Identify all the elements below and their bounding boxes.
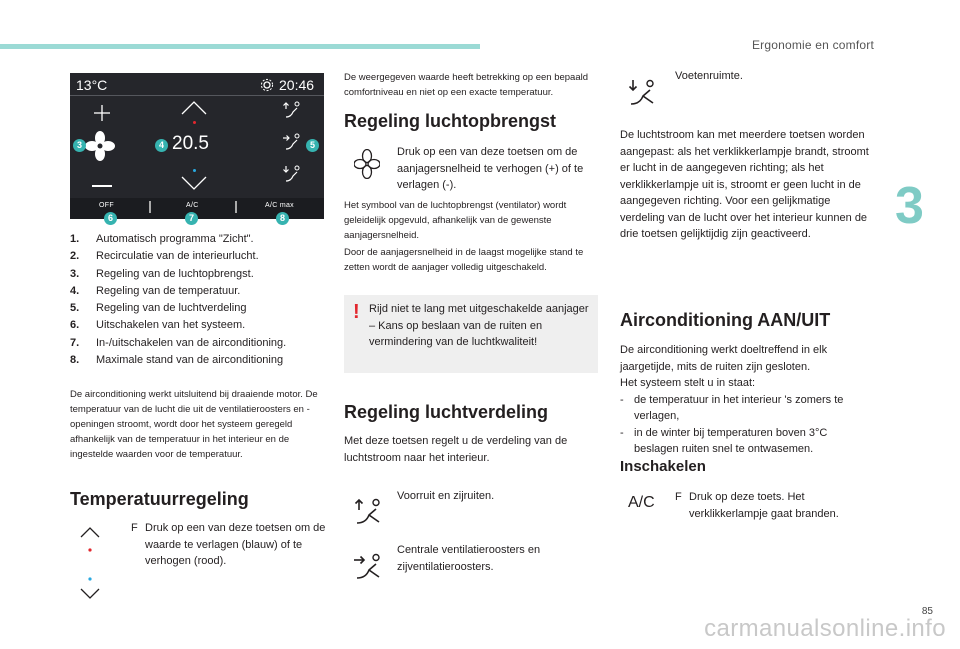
temperature-instruction: F Druk op een van deze toetsen om de waarde te verlagen (blauw) of te verhogen (rood). (131, 522, 326, 567)
distribution-item-face: Centrale ventilatieroosters en zijventilatieroosters. (397, 544, 541, 573)
temperature-red-dot (193, 121, 196, 124)
header-accent-bar (0, 44, 480, 49)
set-temperature: 20.5 (172, 133, 209, 154)
fan-decrease-icon (92, 185, 112, 187)
distribution-heading: Regeling luchtverdeling (344, 402, 549, 422)
list-item: 7. In-/uitschakelen van de airconditioning. (70, 336, 287, 349)
distribution-text: Met deze toetsen regelt u de verdeling van de luchtstroom naar het interieur. (344, 435, 568, 464)
face-airflow-icon (282, 133, 302, 151)
ac-max-button: A/C max (265, 202, 294, 209)
airflow-note-1: Het symbool van de luchtopbrengst (ventilator) wordt geleidelijk opgevuld, afhankelijk van de gewenste aanjagersnelheid. (344, 200, 567, 241)
face-airflow-icon (353, 553, 383, 581)
list-item: 5. Regeling van de luchtverdeling (70, 302, 247, 315)
fan-outline-icon (354, 149, 380, 179)
distribution-combination-text: De luchtstroom kan met meerdere toetsen worden aangepast: als het verklikkerlampje brandt, stroomt er lucht in de aangegeven richting; als het verklikkerlampje uit is, stroomt er geen lucht in de aangegeven richting. Voor een gelijkmatige verdeling van de lucht over het interieur kunnen de drie toetsen gelijktijdig zijn geactiveerd. (620, 129, 869, 240)
clock: 20:46 (279, 77, 315, 93)
ac-text: De airconditioning werkt doeltreffend in elk jaargetijde, mits de ruiten zijn gesloten. Het systeem stelt u in staat: - de temperatuur in het interieur 's zomers te verlagen, - in de winter bij temperaturen boven 3°C beslagen ruiten snel te ontwasemen. (620, 342, 870, 458)
windscreen-airflow-icon (282, 101, 302, 119)
airflow-note-2: Door de aanjagersnelheid in de laagst mogelijke stand te zetten wordt de aanjager volledig uitgeschakeld. (344, 247, 584, 273)
callout-4: 4 (155, 139, 168, 152)
outside-temperature: 13°C (76, 77, 108, 93)
windscreen-airflow-icon (353, 498, 383, 526)
callout-5: 5 (306, 139, 319, 152)
airflow-heading: Regeling luchtopbrengst (344, 111, 557, 131)
temperature-down-icon (181, 176, 207, 190)
list-item: 3. Regeling van de luchtopbrengst. (70, 267, 254, 280)
callout-3: 3 (73, 139, 86, 152)
footwell-airflow-icon (282, 165, 302, 183)
warning-icon: ! (353, 301, 360, 323)
list-item: 2. Recirculatie van de interieurlucht. (70, 250, 259, 263)
ac-heading: Airconditioning AAN/UIT (620, 310, 831, 330)
climate-screen (70, 73, 324, 219)
comfort-note: De weergegeven waarde heeft betrekking op een bepaald comfortniveau en niet op een exacte temperatuur. (344, 72, 589, 98)
switch-on-heading: Inschakelen (620, 458, 706, 475)
fan-icon (85, 131, 115, 161)
callout-7: 7 (185, 212, 198, 225)
operation-note: De airconditioning werkt uitsluitend bij draaiende motor. De temperatuur van de lucht die uit de ventilatieroosters en -openingen stroomt, wordt door het systeem geregeld afhankelijk van de temperatuur in het interieur en de ingestelde waarden voor de temperatuur. (70, 389, 318, 460)
temperature-buttons-icon (80, 527, 100, 601)
temperature-blue-dot (193, 169, 196, 172)
distribution-item-windscreen: Voorruit en zijruiten. (397, 490, 495, 502)
list-item: 8. Maximale stand van de airconditioning (70, 354, 284, 367)
page-number: 85 (921, 606, 933, 617)
chapter-number: 3 (895, 177, 924, 235)
footwell-airflow-icon (627, 79, 657, 107)
off-button: OFF (99, 202, 114, 209)
list-item: 6. Uitschakelen van het systeem. (70, 319, 246, 332)
climate-settings-icon (260, 78, 274, 92)
header-title: Ergonomie en comfort (751, 38, 874, 52)
ac-list-item: - de temperatuur in het interieur 's zomers te verlagen, (620, 393, 844, 422)
temperature-heading: Temperatuurregeling (70, 489, 249, 509)
list-item: 4. Regeling van de temperatuur. (70, 284, 241, 297)
ac-button: A/C (186, 202, 199, 209)
callout-8: 8 (276, 212, 289, 225)
callout-6: 6 (104, 212, 117, 225)
list-item: 1. Automatisch programma "Zicht". (70, 233, 254, 245)
legend-list (70, 231, 330, 369)
watermark: carmanualsonline.info (704, 615, 946, 642)
switch-on-instruction: F Druk op deze toets. Het verklikkerlampje gaat branden. (675, 491, 839, 520)
ac-list-item: - in de winter bij temperaturen boven 3°C beslagen ruiten snel te ontwasemen. (620, 426, 828, 455)
airflow-instruction: Druk op een van deze toetsen om de aanjagersnelheid te verhogen (+) of te verlagen (-). (397, 146, 584, 191)
fan-increase-icon (92, 103, 112, 123)
distribution-item-footwell: Voetenruimte. (675, 70, 743, 82)
ac-button-label: A/C (628, 494, 655, 511)
temperature-up-icon (181, 101, 207, 115)
warning-text: Rijd niet te lang met uitgeschakelde aanjager – Kans op beslaan van de ruiten en vermindering van de luchtkwaliteit! (369, 303, 589, 348)
